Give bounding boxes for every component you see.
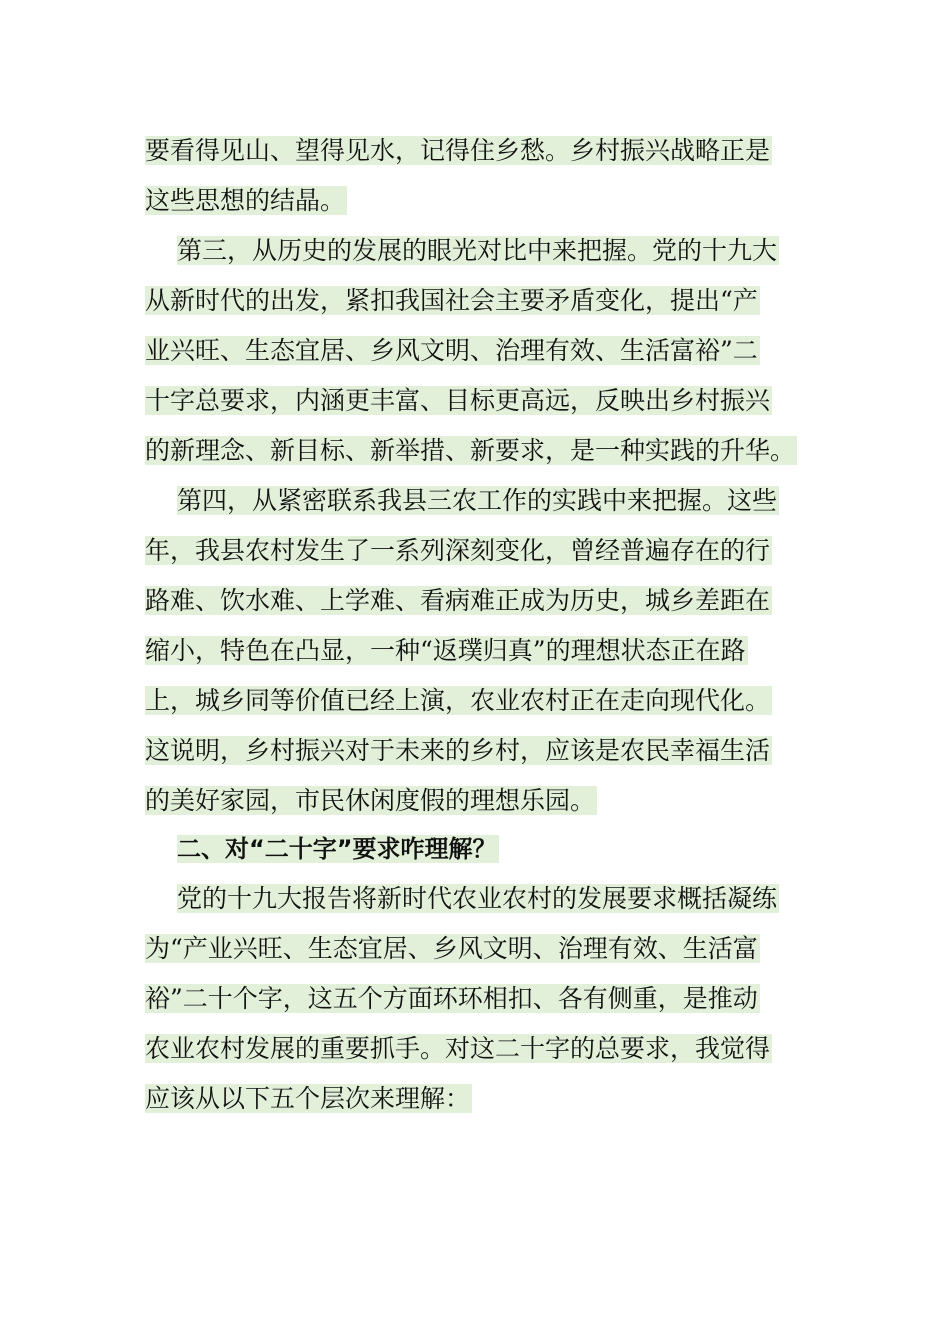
text-line xyxy=(145,734,772,768)
text-line xyxy=(145,334,760,368)
text-line xyxy=(145,634,748,668)
highlighted-text: 年，我县农村发生了一系列深刻变化，曾经普遍存在的行 xyxy=(145,536,771,565)
highlighted-heading-text: 二、对“二十字”要求咋理解？ xyxy=(177,835,497,863)
highlighted-text: 党的十九大报告将新时代农业农村的发展要求概括凝练 xyxy=(177,884,778,913)
highlighted-text: 农业农村发展的重要抓手。对这二十字的总要求，我觉得 xyxy=(145,1034,771,1063)
highlighted-text: 上，城乡同等价值已经上演，农业农村正在走向现代化。 xyxy=(145,686,771,715)
section-heading xyxy=(177,832,499,866)
text-line xyxy=(145,982,760,1016)
text-line xyxy=(145,932,760,966)
text-line xyxy=(145,384,772,418)
highlighted-text: 要看得见山、望得见水，记得住乡愁。乡村振兴战略正是 xyxy=(145,136,771,165)
highlighted-text: 从新时代的出发，紧扣我国社会主要矛盾变化，提出“产 xyxy=(145,286,758,315)
text-line xyxy=(145,284,760,318)
text-line xyxy=(145,134,772,168)
highlighted-text: 应该从以下五个层次来理解： xyxy=(145,1084,471,1113)
highlighted-text: 十字总要求，内涵更丰富、目标更高远，反映出乡村振兴 xyxy=(145,386,771,415)
highlighted-text: 业兴旺、生态宜居、乡风文明、治理有效、生活富裕”二 xyxy=(145,336,758,365)
text-line xyxy=(145,584,772,618)
paragraph-first-line xyxy=(177,484,779,518)
text-line xyxy=(145,184,347,218)
text-line xyxy=(145,684,772,718)
highlighted-text: 这说明，乡村振兴对于未来的乡村，应该是农民幸福生活 xyxy=(145,736,771,765)
highlighted-text: 第三，从历史的发展的眼光对比中来把握。党的十九大 xyxy=(177,236,778,265)
highlighted-text: 为“产业兴旺、生态宜居、乡风文明、治理有效、生活富 xyxy=(145,934,758,963)
paragraph-first-line xyxy=(177,234,779,268)
highlighted-text: 路难、饮水难、上学难、看病难正成为历史，城乡差距在 xyxy=(145,586,771,615)
text-line xyxy=(145,1032,772,1066)
highlighted-text: 的新理念、新目标、新举措、新要求，是一种实践的升华。 xyxy=(145,436,796,465)
paragraph-first-line xyxy=(177,882,779,916)
highlighted-text: 缩小，特色在凸显，一种“返璞归真”的理想状态正在路 xyxy=(145,636,746,665)
text-line xyxy=(145,434,797,468)
highlighted-text: 这些思想的结晶。 xyxy=(145,186,346,215)
highlighted-text: 裕”二十个字，这五个方面环环相扣、各有侧重，是推动 xyxy=(145,984,758,1013)
text-line xyxy=(145,784,597,818)
highlighted-text: 的美好家园，市民休闲度假的理想乐园。 xyxy=(145,786,596,815)
highlighted-text: 第四，从紧密联系我县三农工作的实践中来把握。这些 xyxy=(177,486,778,515)
text-line xyxy=(145,1082,472,1116)
text-line xyxy=(145,534,772,568)
